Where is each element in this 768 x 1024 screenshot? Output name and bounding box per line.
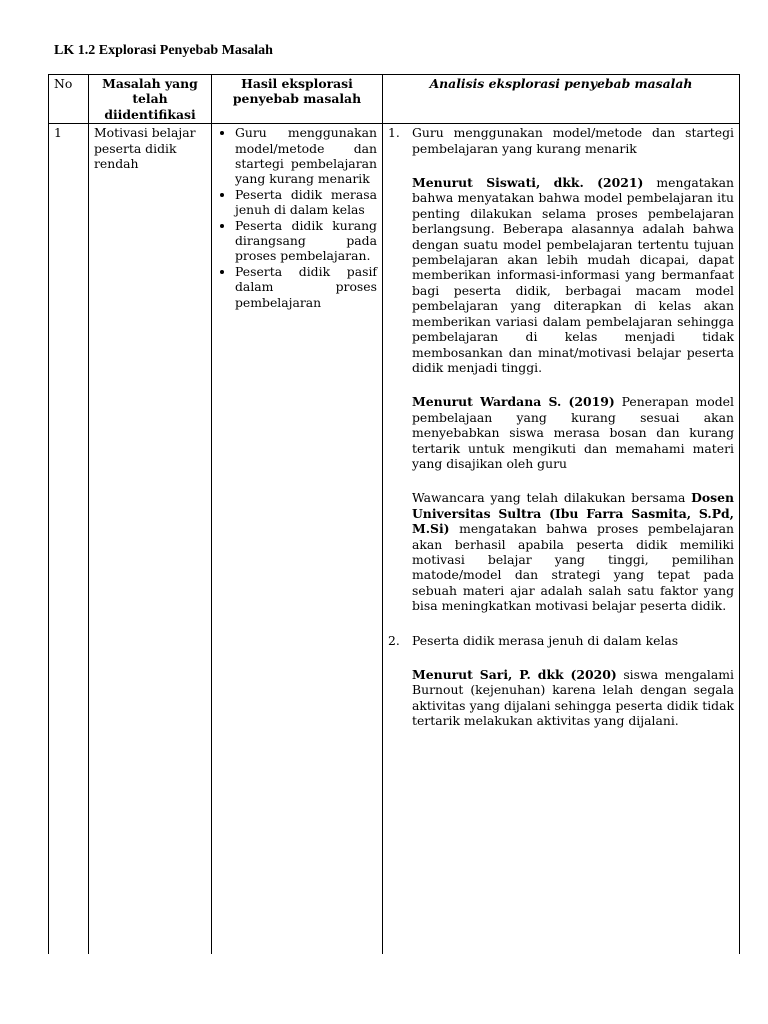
header-analisis: Analisis eksplorasi penyebab masalah [383, 75, 740, 124]
cause-list [217, 125, 377, 310]
analysis-paragraph-wawancara [388, 490, 734, 613]
paragraph-text: siswa mengalami Burnout (kejenuhan) karena lelah dengan segala aktivitas yang dijalani sehingga peserta didik tidak tertarik melakukan aktivitas yang dijalani. [412, 667, 734, 729]
citation: Dosen Universitas Sultra (Ibu Farra Sasmita, S.Pd, M.Si) [412, 490, 734, 537]
analysis-item-2 [388, 633, 734, 648]
list-item: • Peserta didik kurang dirangsang pada proses pembelajaran. [235, 218, 377, 264]
item-number: 2. [388, 632, 400, 648]
citation: Menurut Wardana S. (2019) [412, 394, 615, 410]
item-number: 1. [388, 125, 400, 141]
header-no: No [49, 75, 89, 124]
item-text: Guru menggunakan model/metode dan startegi pembelajaran yang kurang menarik [412, 125, 734, 156]
row-hasil [212, 124, 383, 954]
row-masalah: Motivasi belajar peserta didik rendah [89, 124, 212, 954]
document-title: LK 1.2 Explorasi Penyebab Masalah [54, 43, 273, 58]
row-no: 1 [49, 124, 89, 954]
header-masalah: Masalah yang telah diidentifikasi [89, 75, 212, 124]
analysis-paragraph-siswati [388, 175, 734, 375]
list-item: • Peserta didik pasif dalam proses pembelajaran [235, 264, 377, 310]
paragraph-text: Wawancara yang telah dilakukan bersama [412, 490, 692, 506]
list-item: • Guru menggunakan model/metode dan startegi pembelajaran yang kurang menarik [235, 125, 377, 187]
table-row [49, 124, 740, 954]
row-analisis [383, 124, 740, 954]
paragraph-text: Penerapan model pembelajaan yang kurang sesuai akan menyebabkan siswa merasa bosan dan kurang tertarik untuk mengikuti dan memahami materi yang disajikan oleh guru [412, 394, 734, 471]
item-text: Peserta didik merasa jenuh di dalam kelas [412, 632, 679, 648]
paragraph-text: mengatakan bahwa proses pembelajaran akan berhasil apabila peserta didik memiliki motivasi belajar yang tinggi, pemilihan matode/model dan strategi yang tepat pada sebuah materi ajar adalah salah satu faktor yang bisa meningkatkan motivasi belajar peserta didik. [412, 521, 734, 614]
citation: Menurut Siswati, dkk. (2021) [412, 175, 644, 191]
analysis-item-1 [388, 125, 734, 156]
table-header-row [49, 75, 740, 124]
header-hasil: Hasil eksplorasi penyebab masalah [212, 75, 383, 124]
exploration-table [48, 74, 740, 954]
analysis-paragraph-wardana [388, 394, 734, 471]
citation: Menurut Sari, P. dkk (2020) [412, 667, 617, 682]
paragraph-text: mengatakan bahwa menyatakan bahwa model pembelajaran itu penting dilakukan selama proses pembelajaran berlangsung. Beberapa alasannya adalah bahwa dengan suatu model pembelajaran tertentu tujuan pembelajaran akan lebih mudah dicapai, dapat memberikan informasi-informasi yang bermanfaat bagi peserta didik, berbagai macam model pembelajaran yang diterapkan di kelas akan memberikan variasi dalam pembelajaran sehingga pembelajaran di kelas menjadi tidak membosankan dan minat/motivasi belajar peserta didik menjadi tinggi. [412, 175, 734, 375]
list-item: • Peserta didik merasa jenuh di dalam kelas [235, 187, 377, 218]
analysis-paragraph-sari [388, 667, 734, 729]
